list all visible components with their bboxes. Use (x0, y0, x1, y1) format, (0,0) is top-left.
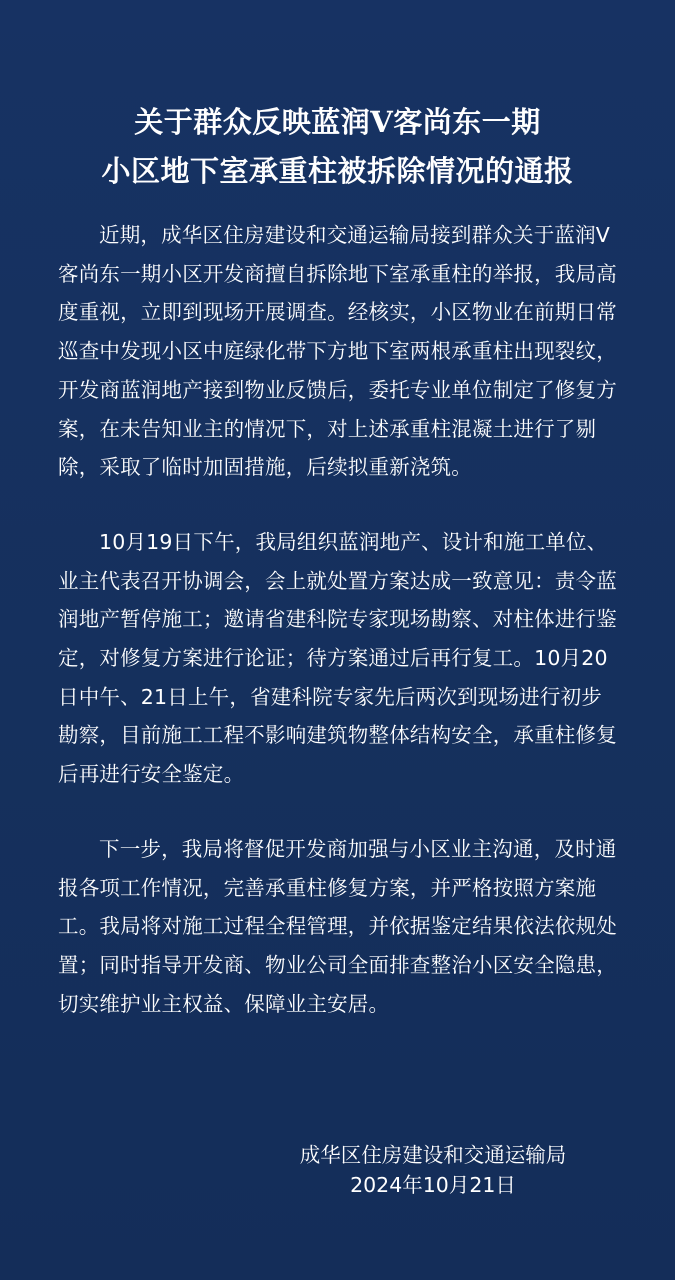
title-line-1: 关于群众反映蓝润V客尚东一期 (134, 105, 541, 139)
issue-date: 2024年10月21日 (350, 1173, 516, 1197)
paragraph-2: 10月19日下午，我局组织蓝润地产、设计和施工单位、业主代表召开协调会，会上就处置方案达成一致意见：责令蓝润地产暂停施工；邀请省建科院专家现场勘察、对柱体进行鉴定，对修复方案进行论证；待方案通过后再行复工。10月20日中午、21日上午，省建科院专家先后两次到现场进行初步勘察，目前施工工程不影响建筑物整体结构安全，承重柱修复后再进行安全鉴定。 (58, 529, 617, 787)
issuer-name: 成华区住房建设和交通运输局 (299, 1143, 567, 1167)
title-line-2: 小区地下室承重柱被拆除情况的通报 (101, 154, 574, 188)
notice-body (58, 216, 617, 1023)
paragraph-1: 近期，成华区住房建设和交通运输局接到群众关于蓝润V客尚东一期小区开发商擅自拆除地下室承重柱的举报，我局高度重视，立即到现场开展调查。经核实，小区物业在前期日常巡查中发现小区中庭绿化带下方地下室两根承重柱出现裂纹，开发商蓝润地产接到物业反馈后，委托专业单位制定了修复方案，在未告知业主的情况下，对上述承重柱混凝土进行了剔除，采取了临时加固措施，后续拟重新浇筑。 (58, 223, 617, 480)
notice-title (58, 0, 617, 196)
signature-block (268, 1140, 598, 1200)
paragraph-3: 下一步，我局将督促开发商加强与小区业主沟通，及时通报各项工作情况，完善承重柱修复方案，并严格按照方案施工。我局将对施工过程全程管理，并依据鉴定结果依法依规处置；同时指导开发商、物业公司全面排查整治小区安全隐患，切实维护业主权益、保障业主安居。 (58, 836, 617, 1016)
